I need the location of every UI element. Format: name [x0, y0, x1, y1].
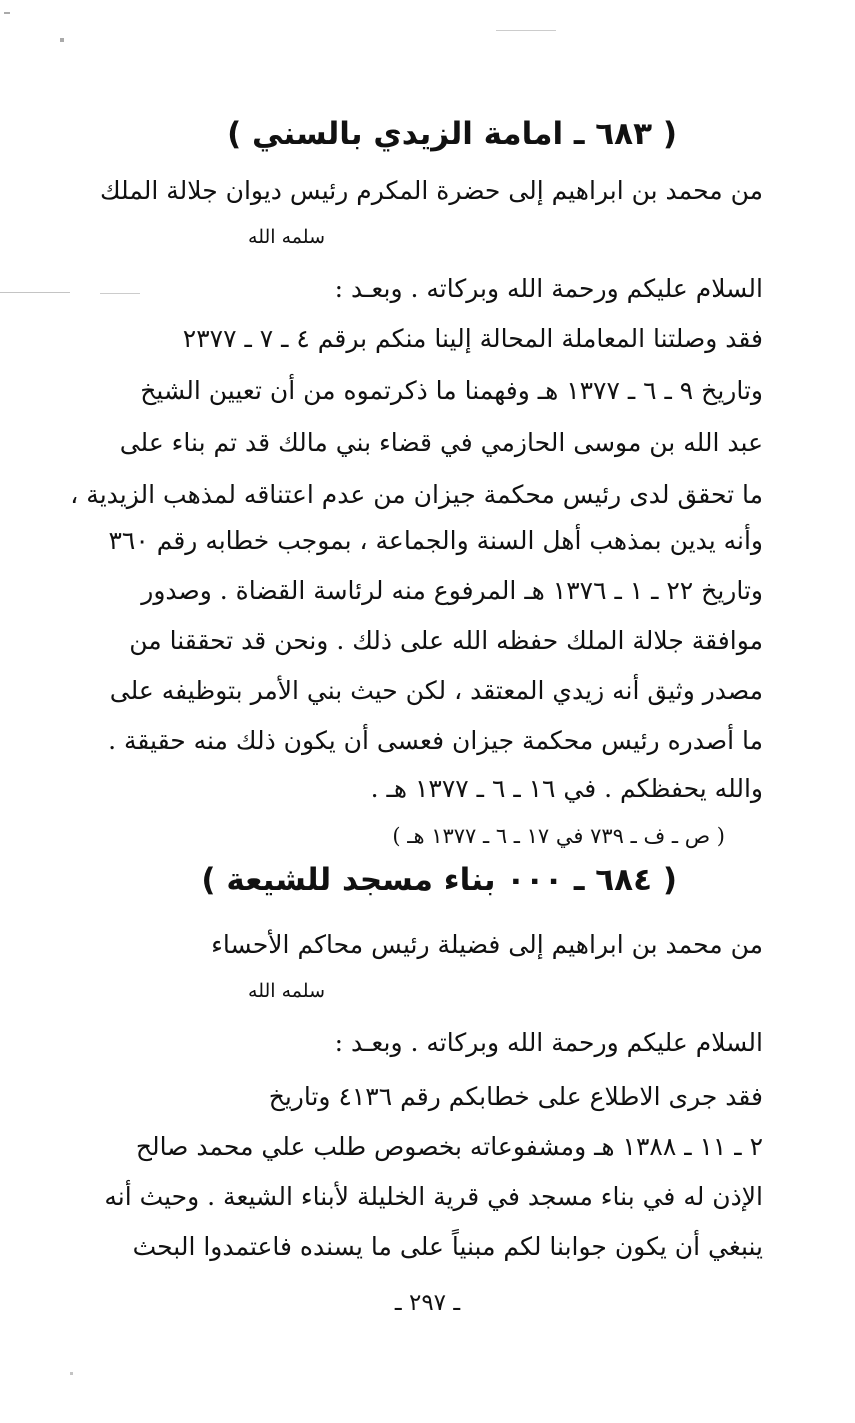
section-683-body-line: وتاريخ ٩ ـ ٦ ـ ١٣٧٧ هـ وفهمنا ما ذكرتموه من أن تعيين الشيخ [140, 376, 763, 405]
section-683-blessing: سلمه الله [248, 226, 325, 248]
section-684-sender-line: من محمد بن ابراهيم إلى فضيلة رئيس محاكم الأحساء [211, 930, 763, 959]
section-683-body-line: والله يحفظكم . في ١٦ ـ ٦ ـ ١٣٧٧ هـ . [370, 774, 763, 803]
scan-speck [4, 12, 10, 14]
page-number: ـ ٢٩٧ ـ [394, 1290, 461, 1316]
section-683-sender-line: من محمد بن ابراهيم إلى حضرة المكرم رئيس ديوان جلالة الملك [99, 176, 763, 205]
section-683-greeting: السلام عليكم ورحمة الله وبركاته . وبعـد : [334, 274, 763, 303]
section-684-body-line: فقد جرى الاطلاع على خطابكم رقم ٤١٣٦ وتاريخ [268, 1082, 763, 1111]
section-684-body-line: الإذن له في بناء مسجد في قرية الخليلة لأبناء الشيعة . وحيث أنه [104, 1182, 763, 1211]
scan-speck [60, 38, 64, 42]
section-684-body-line: ينبغي أن يكون جوابنا لكم مبنياً على ما يسنده فاعتمدوا البحث [132, 1232, 763, 1261]
scan-speck [70, 1372, 73, 1375]
section-683-body-line: وتاريخ ٢٢ ـ ١ ـ ١٣٧٦ هـ المرفوع منه لرئاسة القضاة . وصدور [141, 576, 763, 605]
scan-speck [496, 30, 556, 31]
section-683-body-line: مصدر وثيق أنه زيدي المعتقد ، لكن حيث بني الأمر بتوظيفه على [109, 676, 763, 705]
section-683-body-line: وأنه يدين بمذهب أهل السنة والجماعة ، بموجب خطابه رقم ٣٦٠ [108, 526, 763, 555]
section-683-heading: ( ٦٨٣ ـ امامة الزيدي بالسني ) [227, 116, 677, 152]
section-684-blessing: سلمه الله [248, 980, 325, 1002]
section-683-body-line: فقد وصلتنا المعاملة المحالة إلينا منكم برقم ٤ ـ ٧ ـ ٢٣٧٧ [182, 324, 763, 353]
section-683-body-line: ما أصدره رئيس محكمة جيزان فعسى أن يكون ذلك منه حقيقة . [108, 726, 763, 755]
section-683-body-line: عبد الله بن موسى الحازمي في قضاء بني مالك قد تم بناء على [119, 428, 763, 457]
section-684-heading: ( ٦٨٤ ـ ٠٠٠ بناء مسجد للشيعة ) [201, 862, 677, 898]
section-684-greeting: السلام عليكم ورحمة الله وبركاته . وبعـد : [334, 1028, 763, 1057]
section-683-reference: ( ص ـ ف ـ ٧٣٩ في ١٧ ـ ٦ ـ ١٣٧٧ هـ ) [392, 824, 725, 848]
section-684-body-line: ٢ ـ ١١ ـ ١٣٨٨ هـ ومشفوعاته بخصوص طلب علي محمد صالح [135, 1132, 763, 1161]
section-683-body-line: ما تحقق لدى رئيس محكمة جيزان من عدم اعتناقه لمذهب الزيدية ، [70, 480, 763, 509]
scan-speck [100, 293, 140, 294]
scan-speck [0, 292, 70, 293]
section-683-body-line: موافقة جلالة الملك حفظه الله على ذلك . ونحن قد تحققنا من [129, 626, 763, 655]
